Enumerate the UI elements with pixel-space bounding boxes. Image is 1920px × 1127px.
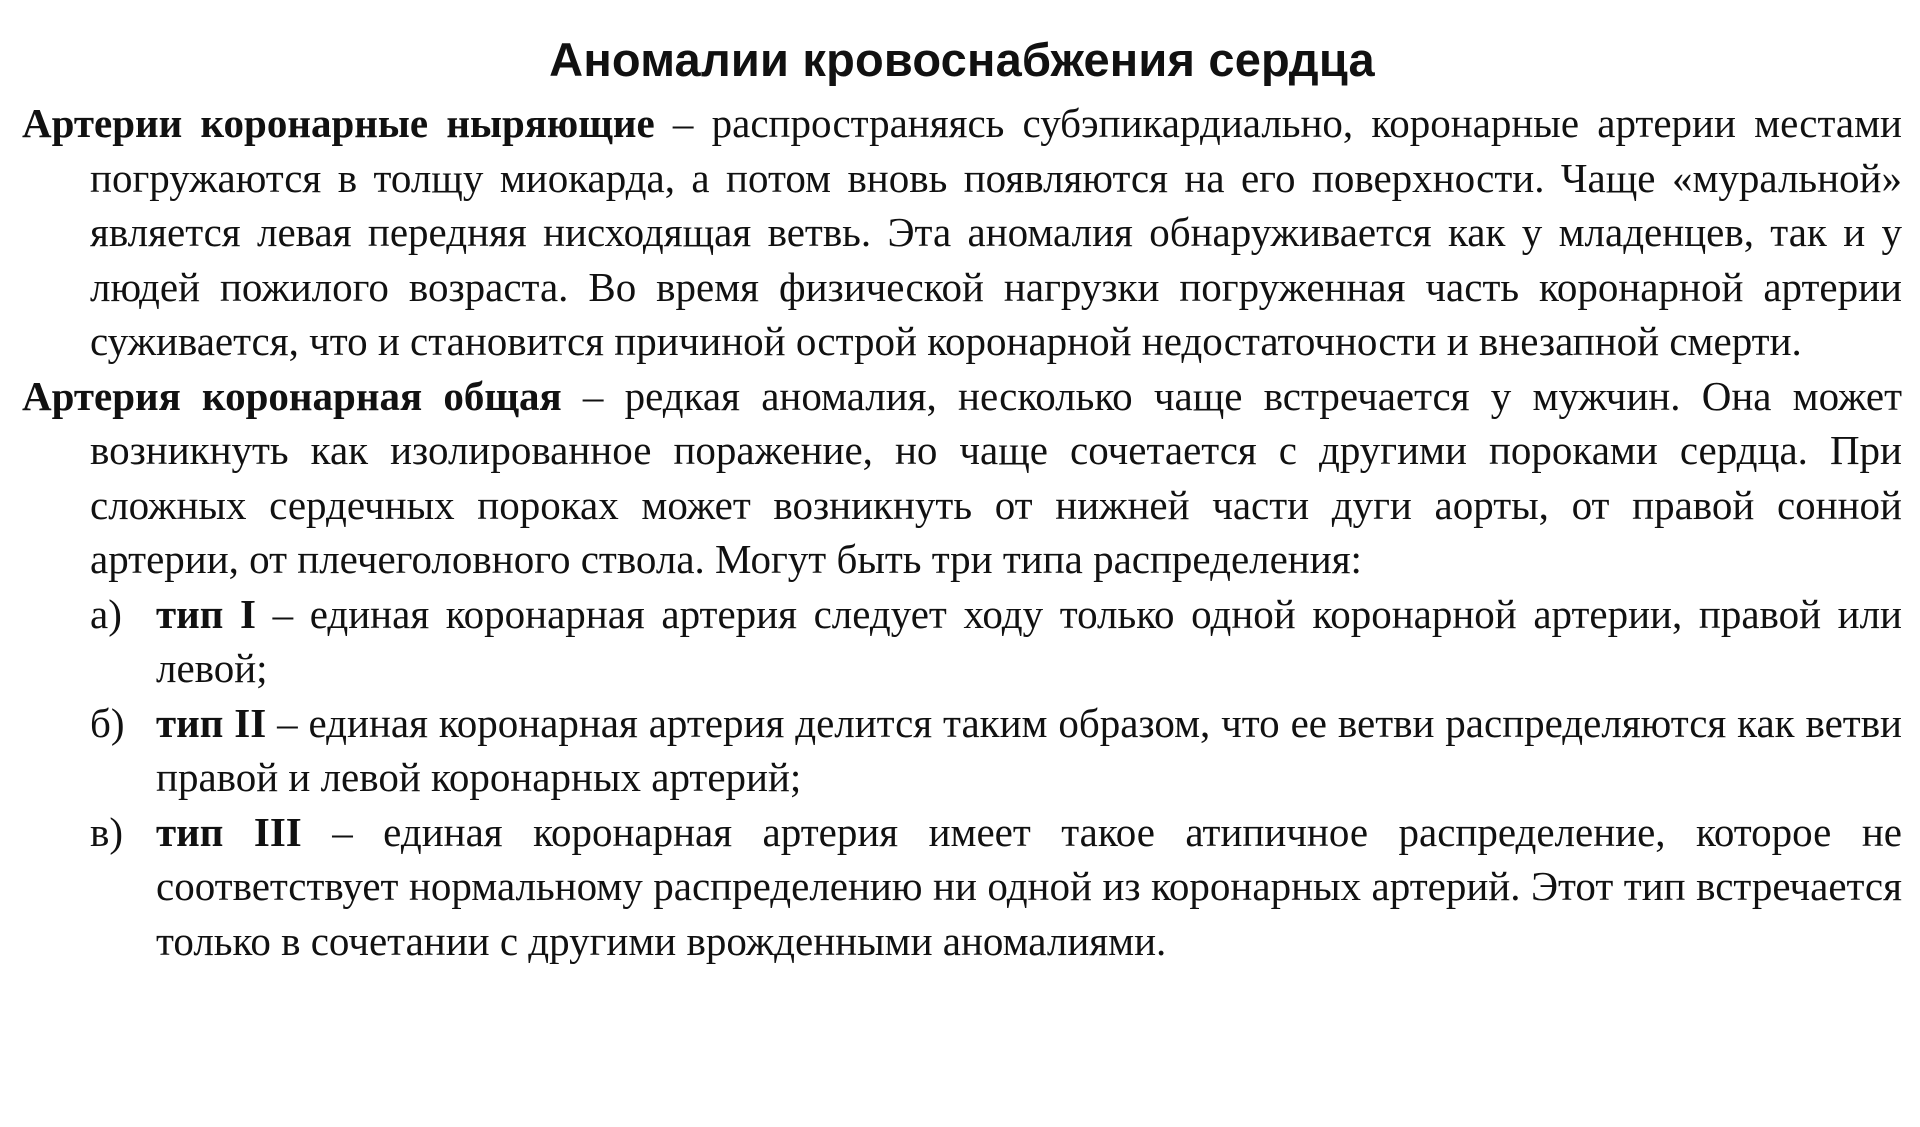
list-item-text: – единая коронарная артерия имеет такое атипичное распределение, которое не соответствует нормальному распределению ни одной из коронарных артерий. Этот тип встречается только в сочетании с другими врожденными аномалиями. — [156, 808, 1902, 964]
entry-single-coronary-artery — [22, 369, 1902, 969]
entry-text: – распространяясь субэпикардиально, коронарные артерии местами погружаются в толщу миокарда, а потом вновь появляются на его поверхности. Чаще «муральной» является левая передняя нисходящая ветвь. Эта аномалия обнаруживается как у младенцев, так и у людей пожилого возраста. Во время физической нагрузки погруженная часть коронарной артерии суживается, что и становится причиной острой коронарной недостаточности и внезапной смерти. — [90, 100, 1902, 364]
entry-term: Артерия коронарная общая — [22, 372, 562, 419]
list-item — [22, 587, 1902, 696]
entry-term: Артерии коронарные ныряющие — [22, 100, 655, 146]
list-item-text: – единая коронарная артерия следует ходу только одной коронарной артерии, правой или левой; — [156, 590, 1902, 691]
list-item-term: тип III — [156, 808, 302, 855]
list-item-term: тип II — [156, 699, 267, 746]
list-marker: в) — [90, 808, 124, 855]
list-marker: а) — [90, 590, 122, 637]
page-title: Аномалии кровоснабжения сердца — [549, 33, 1375, 86]
entry-text: – редкая аномалия, несколько чаще встречается у мужчин. Она может возникнуть как изолированное поражение, но чаще сочетается с другими пороками сердца. При сложных сердечных пороках может возникнуть от нижней части дуги аорты, от правой сонной артерии, от плечеголовного ствола. Могут быть три типа распределения: — [90, 372, 1902, 582]
entry-diving-arteries — [22, 96, 1902, 369]
list-item — [22, 696, 1902, 805]
distribution-type-list — [22, 587, 1902, 969]
list-item — [22, 805, 1902, 969]
list-item-text: – единая коронарная артерия делится таким образом, что ее ветви распределяются как ветви правой и левой коронарных артерий; — [156, 699, 1902, 800]
list-item-term: тип I — [156, 590, 256, 637]
list-marker: б) — [90, 699, 125, 746]
entry-paragraph — [22, 369, 1902, 587]
